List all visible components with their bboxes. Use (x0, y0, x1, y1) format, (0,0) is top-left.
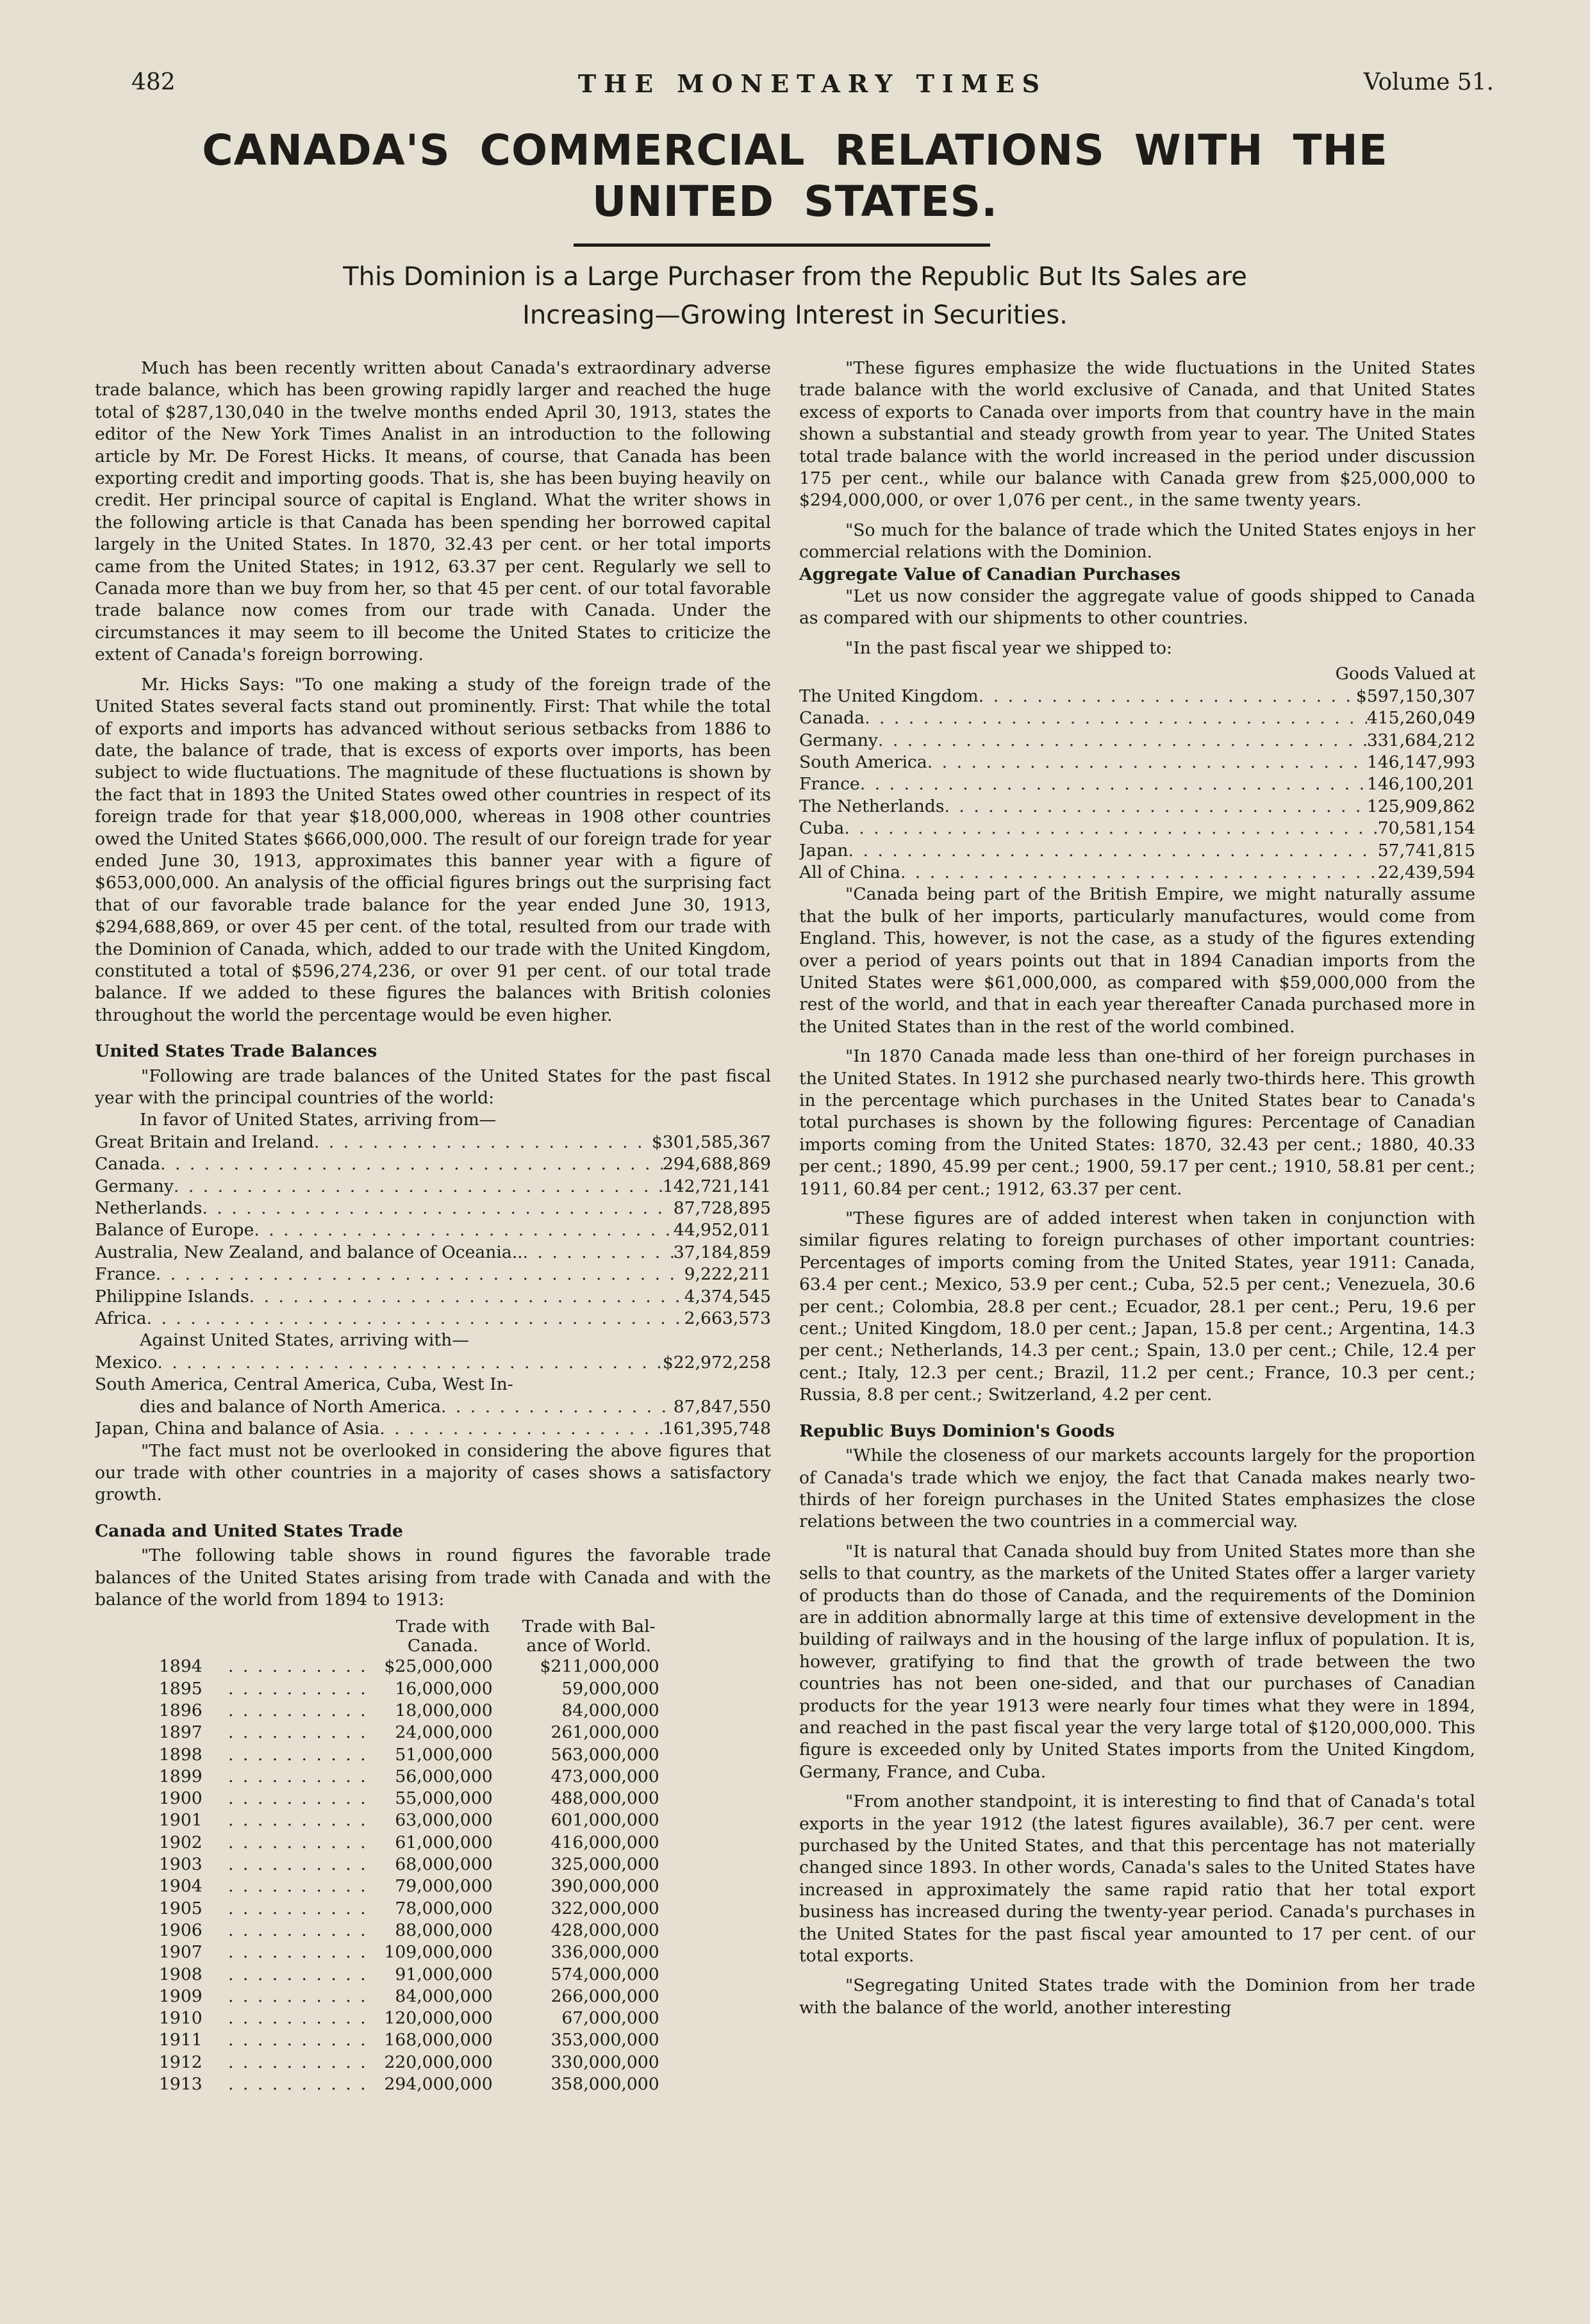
year-cell: 1902 (159, 1832, 203, 1852)
canada-value-cell: 56,000,000 (395, 1766, 493, 1786)
amount: 9,222,211 (684, 1264, 771, 1285)
amount: 331,684,212 (1366, 730, 1475, 750)
list-item (95, 1132, 771, 1153)
year-cell: 1913 (159, 2073, 203, 2094)
leader-dots (228, 2052, 368, 2073)
list-item (799, 752, 1475, 773)
paragraph: "So much for the balance of trade which the United States enjoys in her commercial relations with the Dominion. (799, 520, 1475, 563)
world-value-cell: 84,000,000 (561, 1700, 659, 1720)
world-value-cell: 330,000,000 (551, 2052, 659, 2072)
amount: $301,585,367 (651, 1132, 771, 1152)
leader-dots (314, 1132, 652, 1153)
country-name: The Netherlands (799, 796, 945, 816)
leader-dots (147, 1308, 684, 1330)
section-heading: Republic Buys Dominion's Goods (799, 1421, 1115, 1441)
table-row (159, 1766, 659, 1788)
paragraph: "From another standpoint, it is interesting to find that of Canada's total exports in the year 1912 (the latest figures available), 36.7 per cent. were purchased by the United States, and that this percentage has not materially changed since 1893. In other words, Canada's sales to the United States have increased in approximately the same rapid ratio that her total export business has increased during the twenty-year period. Canada's purchases in the United States for the past fiscal year amounted to 17 per cent. of our total exports. (799, 1792, 1475, 1966)
world-value-cell: 390,000,000 (551, 1876, 659, 1897)
title-rule (574, 243, 990, 247)
table-row (159, 2007, 659, 2029)
trade-table (159, 1617, 659, 2095)
list-item (95, 1352, 771, 1374)
leader-dots (228, 1788, 368, 1809)
section-heading: Aggregate Value of Canadian Purchases (799, 564, 1180, 584)
table-row (159, 1700, 659, 1722)
paragraph: "In 1870 Canada made less than one-third of her foreign purchases in the United States. In 1912 she purchased nearly two-thirds here. This growth in the percentage which purchases in the United States bear to Canada's total purchases is shown by the following figures: Percentage of Canadian imports coming from the United States: 1870, 32.43 per cent.; 1880, 40.33 per cent.; 1890, 45.99 per cent.; 1900, 59.17 per cent.; 1910, 58.81 per cent.; 1911, 60.84 per cent.; 1912, 63.37 per cent. (799, 1046, 1475, 1199)
column-header: Trade with Bal- ance of World. (522, 1617, 656, 1656)
list-item (799, 840, 1475, 862)
amount: 146,100,201 (1366, 774, 1475, 795)
year-cell: 1906 (159, 1920, 203, 1940)
leader-dots (228, 1898, 368, 1920)
leader-dots (927, 752, 1367, 773)
list-item (95, 1219, 771, 1241)
world-value-cell: 59,000,000 (561, 1678, 659, 1699)
leader-dots (228, 1766, 368, 1788)
amount: 415,260,049 (1366, 708, 1475, 729)
leader-dots (254, 1219, 673, 1241)
amount: 87,847,550 (673, 1396, 771, 1417)
table-row (159, 1941, 659, 1963)
list-item (799, 686, 1475, 707)
article-subtitle (192, 258, 1398, 334)
amount: $597,150,307 (1355, 686, 1475, 706)
subtitle-line-1: This Dominion is a Large Purchaser from the Republic But Its Sales are (343, 262, 1247, 292)
leader-dots (160, 1153, 663, 1175)
year-cell: 1894 (159, 1656, 203, 1677)
article-title (96, 125, 1494, 227)
world-value-cell: 67,000,000 (561, 2008, 659, 2029)
world-value-cell: 601,000,000 (551, 1810, 659, 1831)
leader-dots (844, 818, 1377, 839)
list-item (95, 1176, 771, 1198)
canada-value-cell: 16,000,000 (395, 1678, 493, 1699)
table-row (159, 2029, 659, 2051)
list-item (95, 1286, 771, 1308)
leader-dots (228, 1920, 368, 1941)
list-item (95, 1308, 771, 1330)
year-cell: 1905 (159, 1898, 203, 1918)
leader-dots (156, 1264, 684, 1285)
world-value-cell: 261,000,000 (551, 1722, 659, 1743)
year-cell: 1904 (159, 1876, 203, 1897)
canada-value-cell: 168,000,000 (384, 2030, 493, 2050)
country-name: Canada (799, 708, 865, 729)
leader-dots (157, 1352, 662, 1374)
amount: 22,439,594 (1377, 862, 1475, 882)
country-name: Philippine Islands (95, 1286, 249, 1306)
section-heading: Canada and United States Trade (95, 1520, 403, 1541)
year-cell: 1901 (159, 1810, 203, 1831)
leader-dots (174, 1176, 663, 1198)
leader-dots (228, 1854, 368, 1875)
country-name: Netherlands (95, 1198, 203, 1219)
amount: 37,184,859 (673, 1242, 771, 1262)
table-row (159, 1678, 659, 1700)
country-name: Japan, China and balance of Asia (95, 1419, 380, 1439)
canada-value-cell: 18,000,000 (395, 1700, 493, 1720)
world-value-cell: 266,000,000 (551, 1986, 659, 2006)
publication-name: THE MONETARY TIMES (577, 69, 1048, 98)
canada-value-cell: 24,000,000 (395, 1722, 493, 1743)
left-column (95, 358, 771, 2095)
leader-dots (945, 796, 1367, 818)
country-name: Canada (95, 1154, 161, 1174)
leader-dots (228, 1964, 368, 1986)
canada-value-cell: 84,000,000 (395, 1986, 493, 2006)
country-name: Balance of Europe (95, 1220, 254, 1240)
world-value-cell: 325,000,000 (551, 1854, 659, 1875)
country-name: South America (799, 752, 927, 772)
against-heading: Against United States, arriving with— (140, 1330, 469, 1351)
amount: 2,663,573 (684, 1308, 771, 1329)
paragraph: "The fact must not be overlooked in considering the above figures that our trade with other countries in a majority of cases shows a satisfactory growth. (95, 1440, 771, 1505)
table-row (159, 1920, 659, 1941)
world-value-cell: 358,000,000 (551, 2073, 659, 2094)
leader-dots (228, 2073, 368, 2095)
title-line-2: UNITED STATES. (592, 177, 998, 226)
table-row (159, 1898, 659, 1920)
world-value-cell: 428,000,000 (551, 1920, 659, 1940)
country-name: Cuba (799, 818, 845, 839)
leader-dots (379, 1418, 663, 1440)
list-item-line: South America, Central America, Cuba, West In- (95, 1374, 513, 1395)
list-item (799, 818, 1475, 839)
leader-dots (249, 1286, 684, 1308)
country-name: France (95, 1264, 156, 1285)
world-value-cell: 473,000,000 (551, 1766, 659, 1786)
table-row (159, 1788, 659, 1809)
canada-value-cell: 109,000,000 (384, 1942, 493, 1963)
leader-dots (202, 1198, 673, 1219)
year-cell: 1908 (159, 1964, 203, 1984)
list-item (95, 1153, 771, 1175)
year-cell: 1909 (159, 1986, 203, 2006)
list-item (799, 862, 1475, 884)
world-value-cell: 488,000,000 (551, 1788, 659, 1809)
country-name: Australia, New Zealand, and balance of Oceania.. (95, 1242, 523, 1262)
table-row (159, 1656, 659, 1677)
volume-label: Volume 51. (1363, 69, 1494, 95)
leader-dots (228, 1941, 368, 1963)
leader-dots (878, 730, 1367, 752)
favor-heading: In favor of United States, arriving from— (140, 1110, 497, 1130)
leader-dots (228, 1656, 368, 1677)
list-item (95, 1396, 771, 1418)
leader-dots (860, 773, 1367, 795)
leader-dots (228, 1875, 368, 1897)
year-cell: 1896 (159, 1700, 203, 1720)
amount: $22,972,258 (662, 1352, 771, 1372)
paragraph: "It is natural that Canada should buy from United States more than she sells to that country, as the markets of the United States offer a larger variety of products than do those of Canada, and the requirements of the Dominion are in addition abnormally large at this time of extensive development in the building of railways and in the housing of the large influx of population. It is, however, gratifying to find that the growth of trade between the two countries has not been one-sided, and that our purchases of Canadian products for the year 1913 were nearly four times what they were in 1894, and reached in the past fiscal year the very large total of $120,000,000. This figure is exceeded only by United States imports from the United Kingdom, Germany, France, and Cuba. (799, 1541, 1475, 1782)
leader-dots (228, 1832, 368, 1854)
year-cell: 1895 (159, 1678, 203, 1699)
country-name: All of China (799, 862, 900, 882)
paragraph: "The following table shows in round figures the favorable trade balances of the United States arising from trade with Canada and with the balance of the world from 1894 to 1913: (95, 1545, 771, 1610)
amount: 57,741,815 (1377, 840, 1475, 861)
paragraph: "Canada being part of the British Empire, we might naturally assume that the bulk of her imports, particularly manufactures, would come from England. This, however, is not the case, as a study of the figures extending over a period of years points out that in 1894 Canadian imports from the United States were $61,000,000, as compared with $59,000,000 from the rest of the world, and that in each year thereafter Canada purchased more in the United States than in the rest of the world combined. (799, 884, 1475, 1037)
goods-list (799, 686, 1475, 884)
list-item (95, 1264, 771, 1285)
leader-dots (228, 1678, 368, 1700)
world-value-cell: 416,000,000 (551, 1832, 659, 1852)
canada-value-cell: 91,000,000 (395, 1964, 493, 1984)
amount: 87,728,895 (673, 1198, 771, 1219)
canada-value-cell: 88,000,000 (395, 1920, 493, 1940)
leader-dots (979, 686, 1356, 707)
world-value-cell: 336,000,000 (551, 1942, 659, 1963)
amount: 142,721,141 (662, 1176, 771, 1196)
leader-dots (228, 2029, 368, 2051)
country-name: Germany (95, 1176, 174, 1196)
table-row (159, 2073, 659, 2095)
world-value-cell: 574,000,000 (551, 1964, 659, 1984)
leader-dots (228, 1986, 368, 2007)
right-column (799, 358, 1475, 2019)
page-number: 482 (131, 69, 176, 95)
year-cell: 1907 (159, 1942, 203, 1963)
list-item (95, 1198, 771, 1219)
paragraph: "These figures are of added interest when taken in conjunction with similar figures relating to foreign purchases of other important countries: Percentages of imports coming from the United States, year 1911: Canada, 63.4 per cent.; Mexico, 53.9 per cent.; Cuba, 52.5 per cent.; Venezuela, 30.6 per cent.; Colombia, 28.8 per cent.; Ecuador, 28.1 per cent.; Peru, 19.6 per cent.; United Kingdom, 18.0 per cent.; Japan, 15.8 per cent.; Argentina, 14.3 per cent.; Netherlands, 14.3 per cent.; Spain, 13.0 per cent.; Chile, 12.4 per cent.; Italy, 12.3 per cent.; Brazil, 11.2 per cent.; France, 10.3 per cent.; Russia, 8.8 per cent.; Switzerland, 4.2 per cent. (799, 1208, 1475, 1405)
year-cell: 1903 (159, 1854, 203, 1875)
favor-balance-list (95, 1132, 771, 1330)
canada-value-cell: 68,000,000 (395, 1854, 493, 1875)
leader-dots (228, 1744, 368, 1766)
year-cell: 1897 (159, 1722, 203, 1743)
paragraph: "These figures emphasize the wide fluctuations in the United States trade balance with the world exclusive of Canada, and that United States excess of exports to Canada over imports from that country have in the main shown a substantial and steady growth from year to year. The United States total trade balance with the world increased in the period under discussion 175 per cent., while our balance with Canada grew from $25,000,000 to $294,000,000, or over 1,076 per cent., in the same twenty years. (799, 358, 1475, 511)
country-name: Germany (799, 730, 878, 750)
paragraph: Mr. Hicks Says: "To one making a study of the foreign trade of the United States several facts stand out prominently. First: That while the total of exports and imports has advanced without serious setbacks from 1886 to date, the balance of trade, that is excess of exports over imports, has been subject to wide fluctuations. The magnitude of these fluctuations is shown by the fact that in 1893 the United States owed other countries in respect of its foreign trade for that year $18,000,000, whereas in 1908 other countries owed the United States $666,000,000. The result of our foreign trade for year ended June 30, 1913, approximates this banner year with a figure of $653,000,000. An analysis of the official figures brings out the surprising fact that of our favorable trade balance for the year ended June 30, 1913, $294,688,869, or over 45 per cent. of the total, resulted from our trade with the Dominion of Canada, which, added to our trade with the United Kingdom, constituted a total of $596,274,236, or over 91 per cent. of our total trade balance. If we added to these figures the balances with British colonies throughout the world the percentage would be even higher. (95, 674, 772, 1025)
amount: 161,395,748 (662, 1419, 771, 1439)
table-row (159, 1964, 659, 1986)
world-value-cell: 353,000,000 (551, 2030, 659, 2050)
canada-value-cell: 51,000,000 (395, 1744, 493, 1765)
canada-value-cell: $25,000,000 (384, 1656, 493, 1677)
trade-table-body (159, 1656, 659, 2095)
country-name: dies and balance of North America (140, 1396, 441, 1417)
amount: 146,147,993 (1366, 752, 1475, 772)
table-row (159, 2052, 659, 2073)
canada-value-cell: 79,000,000 (395, 1876, 493, 1897)
leader-dots (900, 862, 1378, 884)
country-name: Japan (799, 840, 849, 861)
country-name: The United Kingdom (799, 686, 979, 706)
leader-dots (849, 840, 1378, 862)
country-name: Great Britain and Ireland (95, 1132, 315, 1152)
year-cell: 1910 (159, 2008, 203, 2029)
list-item (799, 730, 1475, 752)
table-row (159, 1809, 659, 1831)
paragraph: "Let us now consider the aggregate value of goods shipped to Canada as compared with our shipments to other countries. (799, 586, 1475, 629)
canada-value-cell: 294,000,000 (384, 2073, 493, 2094)
goods-column-header: Goods Valued at (1335, 664, 1475, 684)
paragraph: "In the past fiscal year we shipped to: (845, 638, 1173, 658)
country-name: Africa (95, 1308, 147, 1329)
section-heading: United States Trade Balances (95, 1041, 377, 1062)
table-row (159, 1832, 659, 1854)
year-cell: 1912 (159, 2052, 203, 2072)
running-head (131, 69, 1494, 101)
table-row (159, 1722, 659, 1743)
leader-dots (228, 1809, 368, 1831)
title-line-1: CANADA'S COMMERCIAL RELATIONS WITH THE (202, 126, 1388, 175)
canada-value-cell: 63,000,000 (395, 1810, 493, 1831)
leader-dots (441, 1396, 674, 1418)
canada-value-cell: 61,000,000 (395, 1832, 493, 1852)
amount: 294,688,869 (662, 1154, 771, 1174)
year-cell: 1898 (159, 1744, 203, 1765)
country-name: Mexico (95, 1352, 158, 1372)
list-item (95, 1418, 771, 1440)
leader-dots (523, 1242, 674, 1264)
paragraph: "While the closeness of our markets accounts largely for the proportion of Canada's trade which we enjoy, the fact that Canada makes nearly two-thirds of her foreign purchases in the United States emphasizes the close relations between the two countries in a commercial way. (799, 1446, 1475, 1532)
table-row (159, 1986, 659, 2007)
list-item (799, 773, 1475, 795)
subtitle-line-2: Increasing—Growing Interest in Securities. (522, 301, 1068, 330)
leader-dots (228, 1722, 368, 1743)
amount: 125,909,862 (1366, 796, 1475, 816)
canada-value-cell: 55,000,000 (395, 1788, 493, 1809)
table-row (159, 1854, 659, 1875)
list-item (95, 1242, 771, 1264)
amount: 70,581,154 (1377, 818, 1475, 839)
paragraph: "Following are trade balances of the United States for the past fiscal year with the principal countries of the world: (95, 1066, 771, 1108)
year-cell: 1911 (159, 2030, 203, 2050)
canada-value-cell: 78,000,000 (395, 1898, 493, 1918)
canada-value-cell: 120,000,000 (384, 2008, 493, 2029)
canada-value-cell: 220,000,000 (384, 2052, 493, 2072)
paragraph: "Segregating United States trade with the Dominion from her trade with the balance of the world, another interesting (799, 1975, 1475, 2018)
year-cell: 1900 (159, 1788, 203, 1809)
table-row (159, 1875, 659, 1897)
column-header: Trade with Canada. (395, 1617, 490, 1656)
leader-dots (228, 1700, 368, 1722)
paragraph: Much has been recently written about Canada's extraordinary adverse trade balance, which has been growing rapidly larger and reached the huge total of $287,130,040 in the twelve months ended April 30, 1913, states the editor of the New York Times Analist in an introduction to the following article by Mr. De Forest Hicks. It means, of course, that Canada has been exporting credit and importing goods. That is, she has been buying heavily on credit. Her principal source of capital is England. What the writer shows in the following article is that Canada has been spending her borrowed capital largely in the United States. In 1870, 32.43 per cent. or her total imports came from the United States; in 1912, 63.37 per cent. Regularly we sell to Canada more than we buy from her, so that 45 per cent. of our total favorable trade balance now comes from our trade with Canada. Under the circumstances it may seem to ill become the United States to criticize the extent of Canada's foreign borrowing. (95, 358, 771, 665)
leader-dots (865, 707, 1367, 729)
world-value-cell: 322,000,000 (551, 1898, 659, 1918)
world-value-cell: 563,000,000 (551, 1744, 659, 1765)
table-row (159, 1744, 659, 1766)
leader-dots (228, 2007, 368, 2029)
world-value-cell: $211,000,000 (540, 1656, 659, 1677)
list-item (799, 796, 1475, 818)
year-cell: 1899 (159, 1766, 203, 1786)
country-name: France (799, 774, 860, 795)
amount: 4,374,545 (684, 1286, 771, 1306)
amount: 44,952,011 (673, 1220, 771, 1240)
list-item (799, 707, 1475, 729)
